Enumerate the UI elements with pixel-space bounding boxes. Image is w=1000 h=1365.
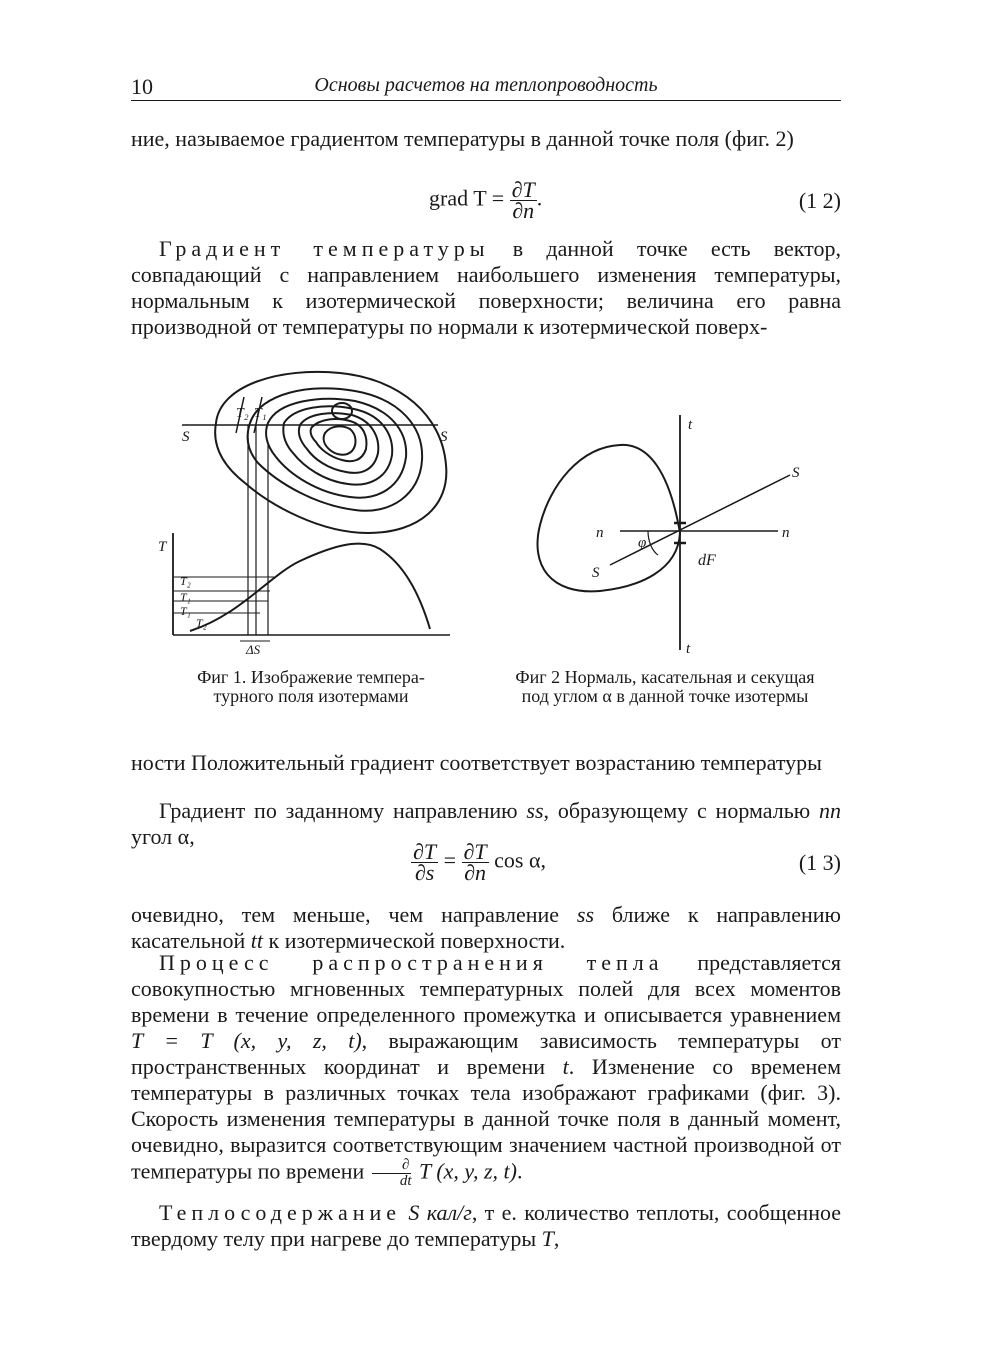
p4-ss: ss <box>526 798 544 823</box>
eq13-num1: ∂T <box>413 839 437 864</box>
equation-1-3 <box>131 839 841 885</box>
p5-ss: ss <box>576 902 595 927</box>
equation-1-2 <box>131 177 841 223</box>
label-level-t1b: T₁ <box>180 590 191 604</box>
eq12-fraction <box>510 177 537 223</box>
temperature-curve <box>190 544 430 631</box>
eq12-number: (1 2) <box>798 188 841 213</box>
eq12-lhs: grad T = <box>429 185 505 211</box>
label-level-t2b: T₂ <box>180 574 191 588</box>
paragraph-7 <box>131 1200 841 1252</box>
p4-nn: пп <box>819 798 841 823</box>
p4-text-b: , образующему с нормалью <box>543 798 819 823</box>
label-t1: T₁ <box>254 406 267 421</box>
p6-text-b: , выражающим зависимость температуры от пространственных координат и времени <box>131 1028 841 1079</box>
eq12-denominator: ∂n <box>512 198 535 223</box>
label-s-right: S <box>792 465 800 481</box>
p4-text-a: Градиент по заданному направлению <box>159 798 527 823</box>
label-level-t2: T₂ <box>196 616 207 630</box>
figure-1-caption: Фиг 1. Изображеʀие темпера- турного поля изотермами <box>197 667 425 706</box>
isotherm-core <box>332 403 352 419</box>
isotherm-outer <box>215 372 446 533</box>
p7-unit: кал/г <box>419 1200 472 1225</box>
p6-t: t <box>562 1054 569 1079</box>
label-phi: φ <box>638 535 647 551</box>
eq13-number: (1 3) <box>798 850 841 875</box>
paragraph-1: ние, называемое градиентом температуры в данной точке поля (фиг. 2) <box>131 126 794 151</box>
p6-deriv-num: ∂ <box>372 1158 411 1174</box>
spaced-term-gradient: Градиент температуры <box>159 236 490 261</box>
p6-derivative <box>370 1158 414 1189</box>
eq13-num2: ∂T <box>463 839 487 864</box>
eq13-den2: ∂n <box>464 860 487 885</box>
eq12-numerator: ∂T <box>511 177 535 202</box>
p6-end: . <box>516 1158 523 1184</box>
p6-text-c: . Изменение со временем температуры в различных точках тела изображают графиками (фиг. 3). Скорость изменения температуры в данной точке поля в данный момент, очевидно, выразится соответствующим значением частной производной от температуры по времени <box>131 1054 841 1184</box>
p5-text-c: к изотермической поверхности. <box>263 928 566 953</box>
p7-text-a: , т е. количество теплоты, сообщенное твердому телу при нагреве до температуры <box>131 1200 842 1251</box>
label-df: dF <box>698 552 716 569</box>
paragraph-6 <box>131 950 841 1189</box>
label-n-right: n <box>782 525 790 541</box>
paragraph-5 <box>131 902 841 954</box>
label-t-axis: T <box>158 539 167 555</box>
eq13-den1: ∂s <box>414 860 435 885</box>
p7-end: , <box>553 1226 560 1251</box>
isotherm-contour <box>538 445 681 591</box>
figure-1-isotherms <box>150 355 470 660</box>
eq13-fraction-2 <box>462 839 489 885</box>
p4-text-c: угол α, <box>131 824 195 849</box>
eq13-tail: cos α, <box>494 847 546 873</box>
figure-2-caption: Фиг 2 Нормаль, касательная и секущая под углом α в данной точке изотермы <box>515 667 815 706</box>
label-n-left: n <box>596 525 604 541</box>
paragraph-2-text: в данной точке есть вектор, совпадающий с направлением наибольшего изменения температуры, нормальным к изотермической поверхности; величина его равна производной от температуры по нормали к изотермической поверх- <box>131 236 841 339</box>
p6-equation: T = T (x, y, z, t) <box>131 1028 362 1053</box>
p6-deriv-den: dt <box>399 1173 412 1189</box>
eq13-equals: = <box>443 847 457 873</box>
p5-text-a: очевидно, тем меньше, чем направление <box>131 902 577 927</box>
page-number: 10 <box>131 74 153 99</box>
p5-tt: tt <box>250 928 264 953</box>
page-header <box>131 72 841 101</box>
figure-2-normal-tangent <box>520 405 830 665</box>
p6-text-a: представляется совокупностью мгновенных температурных полей для всех моментов времени в течение определенного промежутка и описывается уравнением <box>131 950 841 1027</box>
eq12-tail: . <box>536 185 543 211</box>
label-t2: T₂ <box>236 406 249 421</box>
spaced-term-process: Процесс распространения тепла <box>159 950 664 975</box>
label-t-top: t <box>688 417 693 433</box>
spaced-term-heat-content: Теплосодержание <box>159 1200 402 1225</box>
paragraph-2 <box>131 236 841 340</box>
running-title: Основы расчетов на теплопроводность <box>314 74 658 96</box>
p5-text-b: ближе к направлению касательной <box>131 902 841 953</box>
label-s-left: S <box>592 565 600 581</box>
p7-s: S <box>401 1200 420 1225</box>
p6-function: T (x, y, z, t) <box>413 1158 517 1184</box>
eq13-fraction-1 <box>411 839 438 885</box>
p7-t: T <box>541 1226 554 1251</box>
label-t-bottom: t <box>686 641 691 657</box>
label-s-left: S <box>182 429 190 445</box>
paragraph-3: ности Положительный градиент соответствует возрастанию температуры <box>131 750 822 775</box>
label-s-right: S <box>440 429 448 445</box>
label-level-t1: T₁ <box>180 604 191 618</box>
isotherm-7 <box>324 426 356 454</box>
label-delta-s: ΔS <box>246 642 261 657</box>
